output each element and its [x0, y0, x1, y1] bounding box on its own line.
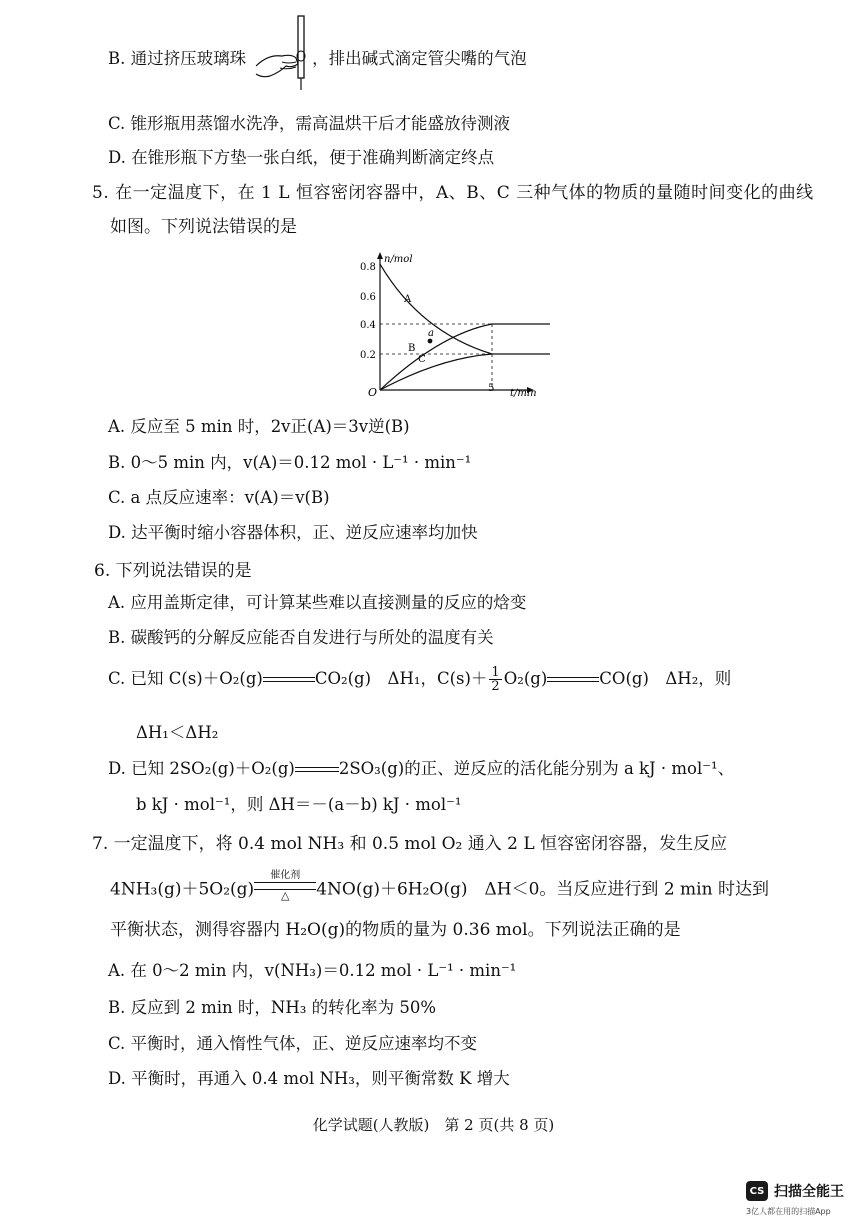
one-half-fraction: [489, 666, 501, 693]
heat-symbol: △: [280, 889, 290, 902]
catalyst-arrow: [254, 870, 316, 902]
y-tick-0.6: 0.6: [360, 292, 376, 303]
cs-badge-icon: CS: [746, 1181, 768, 1201]
y-tick-0.2: 0.2: [360, 350, 376, 361]
q6-option-c: [108, 666, 731, 693]
y-axis-label: n/mol: [384, 254, 413, 265]
y-axis-arrow: [377, 252, 383, 259]
q7-option-b: B. 反应到 2 min 时，NH₃ 的转化率为 50%: [108, 998, 437, 1017]
q5-stem-line2: 如图。下列说法错误的是: [110, 217, 297, 237]
point-a: [428, 339, 433, 344]
q4-option-b-text-post: ，排出碱式滴定管尖嘴的气泡: [312, 49, 527, 68]
q6-option-c-part2: CO₂(g) ΔH₁，C(s)＋: [314, 669, 488, 688]
q6-option-a: A. 应用盖斯定律，可计算某些难以直接测量的反应的焓变: [108, 593, 527, 612]
q7-stem-line1: 7. 一定温度下，将 0.4 mol NH₃ 和 0.5 mol O₂ 通入 2 L 恒容密闭容器，发生反应: [92, 834, 728, 854]
point-label-a: a: [428, 328, 434, 339]
q5-option-d: D. 达平衡时缩小容器体积，正、逆反应速率均加快: [108, 523, 478, 542]
y-tick-0.4: 0.4: [360, 320, 376, 331]
reversible-sign: [295, 766, 339, 774]
scanner-app-name: 扫描全能王: [774, 1184, 844, 1200]
x-tick-5: 5: [488, 383, 495, 394]
page-footer: 化学试题(人教版) 第 2 页(共 8 页): [312, 1116, 555, 1134]
fraction-denominator: 2: [491, 679, 500, 694]
curve-label-b: B: [408, 343, 416, 354]
equation-sign-1: [263, 676, 315, 684]
curve-b: [380, 324, 550, 390]
curve-c: [380, 354, 492, 390]
q6-option-c-part1: C. 已知 C(s)＋O₂(g): [108, 669, 263, 688]
q5-option-b: B. 0～5 min 内，v(A)＝0.12 mol · L⁻¹ · min⁻¹: [108, 453, 472, 472]
curve-a: [380, 264, 550, 354]
q6-option-c-part4: CO(g) ΔH₂，则: [599, 669, 732, 688]
q5-option-c: C. a 点反应速率：v(A)＝v(B): [108, 488, 330, 507]
burette-hand-illustration: [252, 14, 324, 94]
q6-option-c-line2: ΔH₁＜ΔH₂: [136, 723, 219, 742]
q7-equation-right: 4NO(g)＋6H₂O(g) ΔH＜0。当反应进行到 2 min 时达到: [316, 879, 769, 900]
catalyst-label: 催化剂: [270, 870, 301, 881]
curve-label-c: C: [418, 354, 426, 365]
y-tick-0.8: 0.8: [360, 262, 376, 273]
fraction-numerator: 1: [491, 665, 500, 680]
q6-stem: 6. 下列说法错误的是: [94, 561, 252, 581]
q4-option-c: C. 锥形瓶用蒸馏水洗净，需高温烘干后才能盛放待测液: [108, 114, 511, 133]
origin-label: O: [368, 386, 378, 399]
q6-option-b: B. 碳酸钙的分解反应能否自发进行与所处的温度有关: [108, 628, 494, 647]
q6-option-d: [108, 758, 734, 780]
q7-stem-line3: 平衡状态，测得容器内 H₂O(g)的物质的量为 0.36 mol。下列说法正确的是: [110, 920, 681, 940]
x-axis-label: t/min: [510, 388, 537, 399]
q6-option-d-part2: 2SO₃(g)的正、逆反应的活化能分别为 a kJ · mol⁻¹、: [338, 759, 735, 778]
q5-option-a: A. 反应至 5 min 时，2v正(A)＝3v逆(B): [108, 417, 410, 436]
q4-option-d: D. 在锥形瓶下方垫一张白纸，便于准确判断滴定终点: [108, 148, 495, 167]
q5-amount-time-graph: [360, 250, 560, 400]
q7-equation-line: [110, 870, 769, 906]
q6-option-c-part3: O₂(g): [503, 669, 548, 688]
scanner-logo: [746, 1181, 844, 1201]
curve-label-a: A: [404, 294, 412, 305]
q6-option-d-part1: D. 已知 2SO₂(g)＋O₂(g): [108, 759, 295, 778]
q7-option-c: C. 平衡时，通入惰性气体，正、逆反应速率均不变: [108, 1034, 478, 1053]
equation-sign-2: [547, 676, 599, 684]
q7-option-a: A. 在 0～2 min 内，v(NH₃)＝0.12 mol · L⁻¹ · min⁻¹: [108, 961, 517, 980]
q4-option-b-text-pre: B. 通过挤压玻璃珠: [108, 49, 247, 68]
q7-equation-left: 4NH₃(g)＋5O₂(g): [110, 879, 255, 900]
q7-option-d: D. 平衡时，再通入 0.4 mol NH₃，则平衡常数 K 增大: [108, 1069, 510, 1088]
scanner-tagline: 3亿人都在用的扫描App: [746, 1207, 831, 1216]
q5-stem-line1: 5. 在一定温度下，在 1 L 恒容密闭容器中，A、B、C 三种气体的物质的量随时间变化的曲线: [92, 183, 814, 203]
q6-option-d-line2: b kJ · mol⁻¹，则 ΔH＝－(a－b) kJ · mol⁻¹: [136, 795, 462, 814]
